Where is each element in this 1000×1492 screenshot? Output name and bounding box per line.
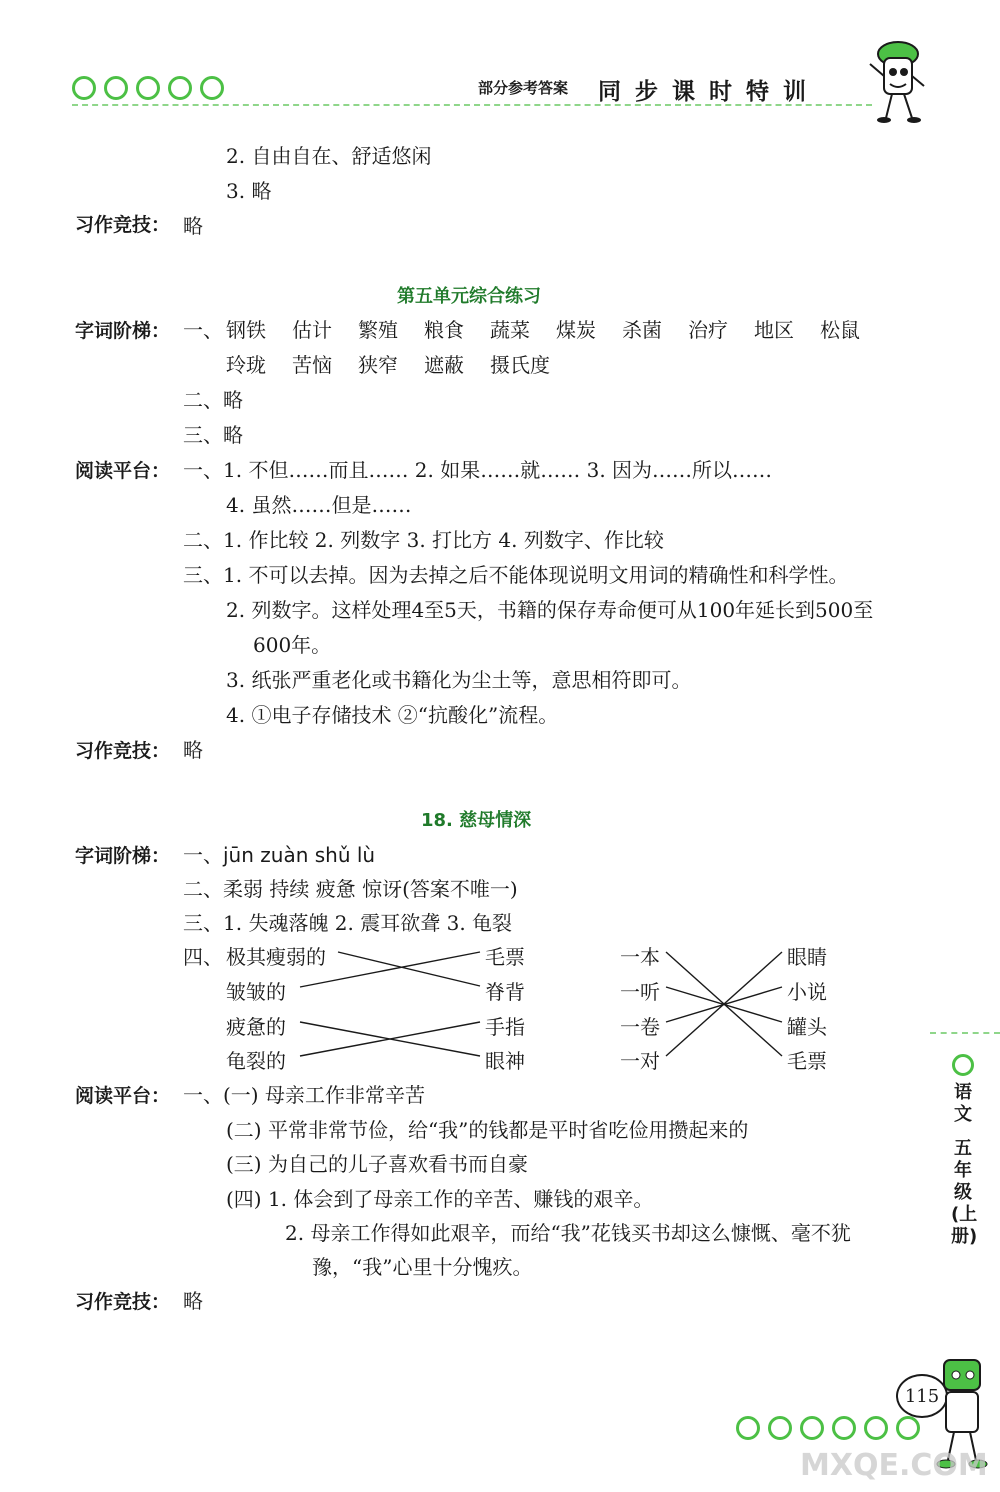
circle-icon xyxy=(136,76,160,100)
section-label: 阅读平台： xyxy=(75,460,171,482)
match-right-a-item: 一对 xyxy=(620,1049,660,1073)
answer-line: 4. 虽然……但是…… xyxy=(226,493,412,517)
header-subtitle: 部分参考答案 xyxy=(478,79,569,97)
circle-icon xyxy=(896,1416,920,1440)
word-list xyxy=(226,314,860,343)
word: 摄氏度 xyxy=(490,353,550,377)
circle-icon xyxy=(800,1416,824,1440)
section-label: 习作竞技： xyxy=(75,1291,171,1313)
match-right-b-item: 眼睛 xyxy=(787,945,827,969)
section-label: 字词阶梯： xyxy=(75,320,171,342)
word: 狭窄 xyxy=(358,353,398,377)
answer-line: 3. 略 xyxy=(226,179,272,203)
answer-line: 三、1. 不可以去掉。因为去掉之后不能体现说明文用词的精确性和科学性。 xyxy=(183,563,849,587)
match-right-a-item: 一本 xyxy=(620,945,660,969)
section-label: 字词阶梯： xyxy=(75,845,171,867)
word: 繁殖 xyxy=(358,318,398,342)
match-mid-item: 手指 xyxy=(485,1015,525,1039)
match-right-a-item: 一卷 xyxy=(620,1015,660,1039)
word-list xyxy=(226,349,550,378)
watermark-text: MXQE.COM xyxy=(800,1448,988,1483)
word: 苦恼 xyxy=(292,353,332,377)
side-tab-divider xyxy=(930,1032,1000,1034)
answer-line: (三) 为自己的儿子喜欢看书而自豪 xyxy=(226,1152,528,1176)
circle-icon xyxy=(104,76,128,100)
matching-lines-left xyxy=(290,940,490,1070)
match-left-item: 疲惫的 xyxy=(226,1015,286,1039)
answer-line: 豫，“我”心里十分愧疚。 xyxy=(312,1255,533,1279)
footer-decoration-circles xyxy=(736,1416,920,1440)
answer-line: 三、1. 失魂落魄 2. 震耳欲聋 3. 龟裂 xyxy=(183,911,513,935)
answer-line: 2. 母亲工作得如此艰辛，而给“我”花钱买书却这么慷慨、毫不犹 xyxy=(285,1221,851,1245)
match-right-b-item: 毛票 xyxy=(787,1049,827,1073)
match-right-b-item: 罐头 xyxy=(787,1015,827,1039)
section-title: 第五单元综合练习 xyxy=(397,286,541,307)
answer-line: 二、略 xyxy=(183,388,243,412)
answer-line: 一、1. 不但……而且…… 2. 如果……就…… 3. 因为……所以…… xyxy=(183,458,773,482)
circle-icon xyxy=(736,1416,760,1440)
match-right-b-item: 小说 xyxy=(787,980,827,1004)
circle-icon xyxy=(200,76,224,100)
circle-icon xyxy=(952,1054,974,1076)
circle-icon xyxy=(768,1416,792,1440)
side-tab-grade: 五年级(上册) xyxy=(951,1138,978,1247)
answer-value: 略 xyxy=(183,738,203,762)
word: 玲珑 xyxy=(226,353,266,377)
item-prefix: 一、 xyxy=(183,318,223,342)
word: 治疗 xyxy=(688,318,728,342)
answer-line: 4. ①电子存储技术 ②“抗酸化”流程。 xyxy=(226,703,559,727)
match-left-item: 皱皱的 xyxy=(226,980,286,1004)
word: 遮蔽 xyxy=(424,353,464,377)
word: 蔬菜 xyxy=(490,318,530,342)
answer-line: 一、jūn zuàn shǔ lù xyxy=(183,843,376,867)
match-mid-item: 眼神 xyxy=(485,1049,525,1073)
answer-line: 2. 列数字。这样处理4至5天，书籍的保存寿命便可从100年延长到500至 xyxy=(226,598,874,622)
pencil-mascot-icon xyxy=(862,36,930,126)
side-tab-subject: 语文 xyxy=(954,1082,972,1125)
answer-line: 2. 自由自在、舒适悠闲 xyxy=(226,144,432,168)
section-label: 习作竞技： xyxy=(75,740,171,762)
match-mid-item: 毛票 xyxy=(485,945,525,969)
match-left-item: 极其瘦弱的 xyxy=(226,945,326,969)
header-title: 同步课时特训 xyxy=(598,79,820,105)
word: 煤炭 xyxy=(556,318,596,342)
word: 杀菌 xyxy=(622,318,662,342)
header-decoration-circles xyxy=(72,76,224,100)
answer-line: (二) 平常非常节俭，给“我”的钱都是平时省吃俭用攒起来的 xyxy=(226,1118,749,1142)
circle-icon xyxy=(832,1416,856,1440)
answer-line: 三、略 xyxy=(183,423,243,447)
answer-line: 一、(一) 母亲工作非常辛苦 xyxy=(183,1083,425,1107)
section-title: 18. 慈母情深 xyxy=(421,810,532,831)
page-number: 115 xyxy=(904,1385,940,1407)
section-label: 习作竞技： xyxy=(75,214,171,236)
answer-line: (四) 1. 体会到了母亲工作的辛苦、赚钱的艰辛。 xyxy=(226,1187,654,1211)
word: 地区 xyxy=(754,318,794,342)
item-prefix: 四、 xyxy=(183,945,223,969)
word: 粮食 xyxy=(424,318,464,342)
circle-icon xyxy=(168,76,192,100)
match-right-a-item: 一听 xyxy=(620,980,660,1004)
answer-line: 3. 纸张严重老化或书籍化为尘土等，意思相符即可。 xyxy=(226,668,692,692)
word: 钢铁 xyxy=(226,318,266,342)
matching-lines-right xyxy=(660,940,790,1070)
circle-icon xyxy=(864,1416,888,1440)
answer-value: 略 xyxy=(183,1289,203,1313)
word: 松鼠 xyxy=(820,318,860,342)
section-label: 阅读平台： xyxy=(75,1085,171,1107)
circle-icon xyxy=(72,76,96,100)
answer-line: 二、柔弱 持续 疲惫 惊讶(答案不唯一) xyxy=(183,877,518,901)
answer-value: 略 xyxy=(183,214,203,238)
match-left-item: 龟裂的 xyxy=(226,1049,286,1073)
word: 估计 xyxy=(292,318,332,342)
answer-line: 600年。 xyxy=(253,633,332,657)
match-mid-item: 脊背 xyxy=(485,980,525,1004)
answer-line: 二、1. 作比较 2. 列数字 3. 打比方 4. 列数字、作比较 xyxy=(183,528,664,552)
